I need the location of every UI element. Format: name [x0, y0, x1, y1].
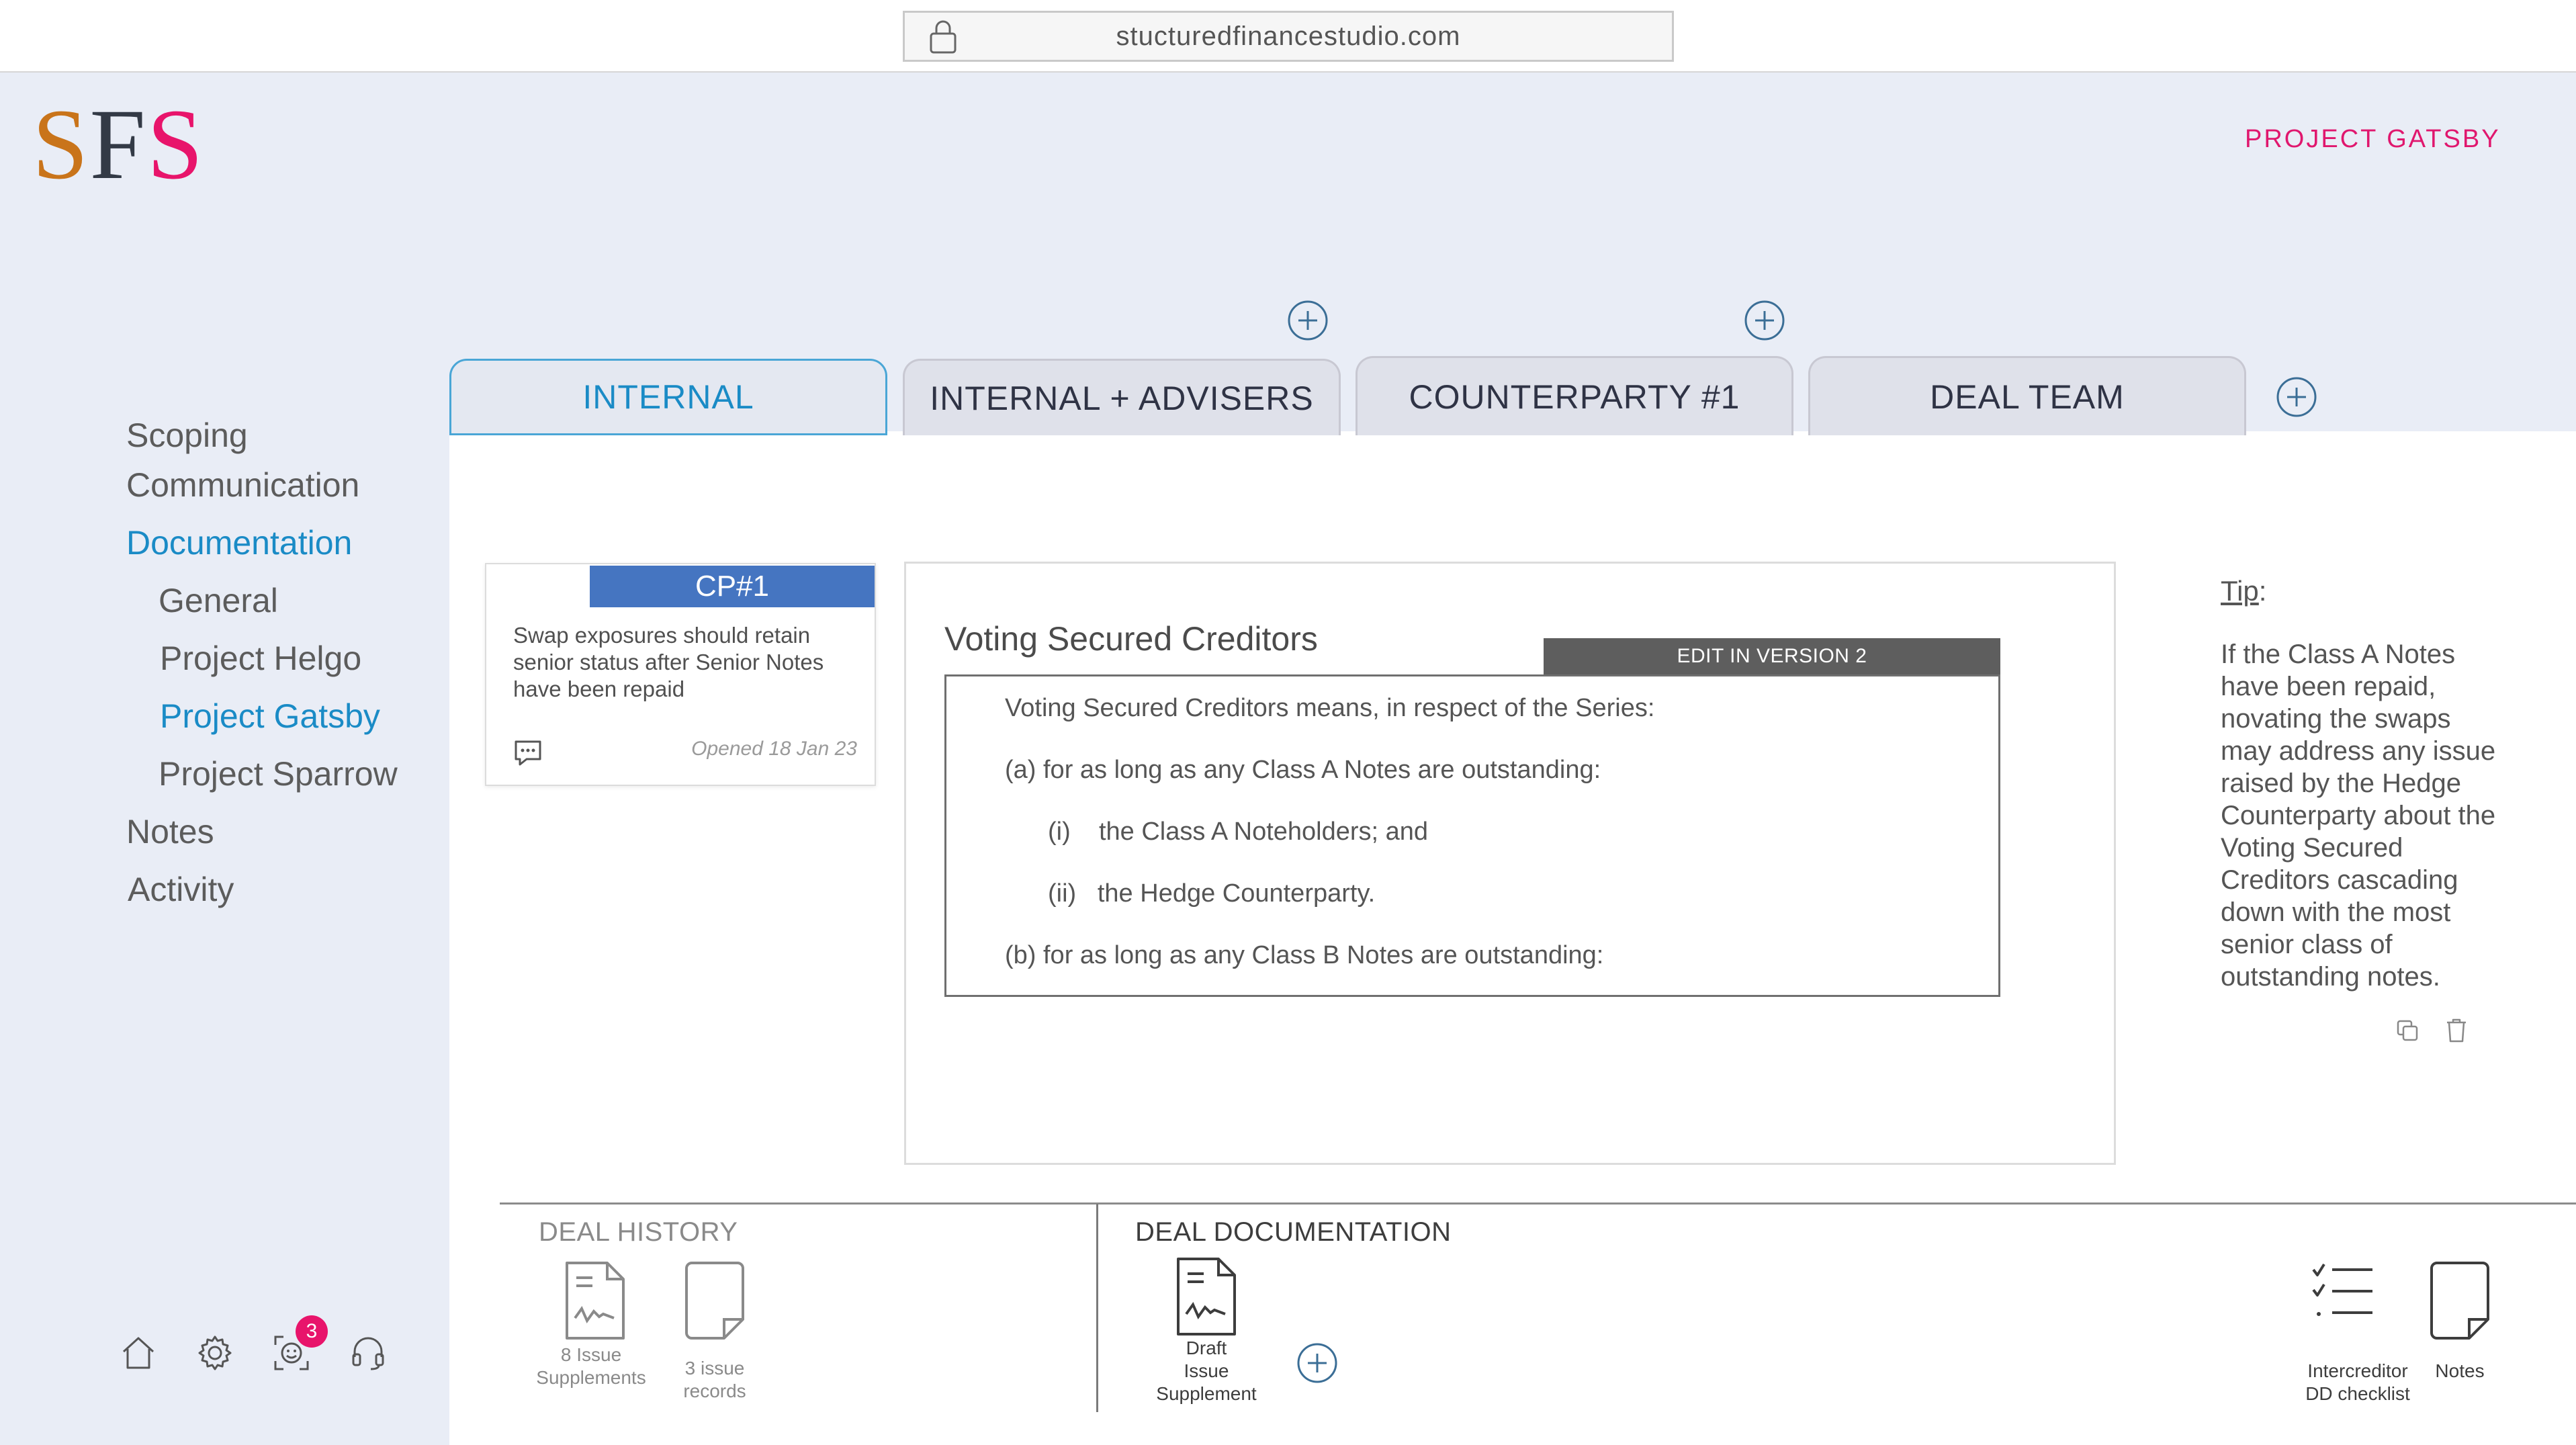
- clause-line: (b) for as long as any Class B Notes are outstanding:: [1005, 941, 1604, 969]
- blank-document-icon[interactable]: [2428, 1260, 2492, 1341]
- add-tab-button[interactable]: [2276, 376, 2317, 418]
- caption-line: 3 issue: [684, 1358, 745, 1378]
- sidebar-item-project-gatsby[interactable]: Project Gatsby: [160, 697, 380, 735]
- logo-letter-f: F: [89, 89, 147, 200]
- sidebar-item-scoping[interactable]: Scoping: [126, 417, 248, 454]
- bottom-section-divider: [1096, 1204, 1098, 1412]
- add-between-tabs-button-2[interactable]: [1744, 300, 1785, 341]
- checklist-icon[interactable]: [2311, 1260, 2375, 1341]
- deal-history-heading: DEAL HISTORY: [539, 1217, 738, 1247]
- sidebar-item-activity[interactable]: Activity: [128, 871, 234, 908]
- edit-version-badge[interactable]: EDIT IN VERSION 2: [1544, 638, 2000, 674]
- deal-history-supplements-caption: [517, 1344, 665, 1389]
- caption-line: Notes: [2435, 1360, 2485, 1381]
- logo-letter-s-second: S: [146, 89, 205, 200]
- caption-line: Supplements: [536, 1367, 646, 1388]
- caption-line: 8 Issue: [560, 1344, 622, 1365]
- notes-caption: [2414, 1360, 2505, 1383]
- copy-icon[interactable]: [2395, 1018, 2419, 1043]
- cp-tag: CP#1: [590, 566, 875, 607]
- lock-icon: [928, 19, 958, 54]
- draft-issue-supplement-caption: [1132, 1337, 1280, 1405]
- cp-opened-date: Opened 18 Jan 23: [691, 738, 857, 760]
- cp-description: Swap exposures should retain senior status after Senior Notes have been repaid: [513, 623, 824, 701]
- caption-line: Issue: [1184, 1360, 1229, 1381]
- sidebar-item-project-helgo[interactable]: Project Helgo: [160, 640, 362, 677]
- comment-icon[interactable]: [513, 738, 543, 767]
- home-icon[interactable]: [120, 1334, 157, 1372]
- tab-internal-advisers[interactable]: INTERNAL + ADVISERS: [903, 359, 1341, 435]
- caption-line: Supplement: [1156, 1383, 1257, 1404]
- gear-icon[interactable]: [196, 1334, 234, 1372]
- tip-heading-colon: :: [2258, 575, 2267, 607]
- caption-line: records: [683, 1381, 746, 1401]
- sidebar-item-project-sparrow[interactable]: Project Sparrow: [159, 755, 398, 793]
- headset-icon[interactable]: [349, 1334, 387, 1372]
- document-signature-icon[interactable]: [1174, 1256, 1239, 1337]
- add-document-button[interactable]: [1296, 1342, 1338, 1384]
- url-bar[interactable]: [903, 11, 1674, 62]
- deal-history-records-caption: [661, 1357, 768, 1403]
- trash-icon[interactable]: [2445, 1017, 2468, 1044]
- sidebar-item-notes[interactable]: Notes: [126, 813, 214, 850]
- tip-heading: [2221, 575, 2266, 607]
- tab-internal[interactable]: INTERNAL: [449, 359, 887, 435]
- document-title: Voting Secured Creditors: [944, 620, 1318, 658]
- sidebar-item-communication[interactable]: Communication: [126, 466, 360, 504]
- clause-line: Voting Secured Creditors means, in respect of the Series:: [1005, 694, 1655, 722]
- caption-line: Intercreditor: [2307, 1360, 2408, 1381]
- blank-document-icon[interactable]: [682, 1260, 747, 1341]
- project-label: PROJECT GATSBY: [2245, 125, 2501, 153]
- tab-deal-team[interactable]: DEAL TEAM: [1808, 356, 2246, 435]
- sidebar-item-general[interactable]: General: [159, 582, 278, 619]
- logo[interactable]: [32, 89, 205, 200]
- intercreditor-checklist-caption: [2284, 1360, 2432, 1405]
- caption-line: Draft: [1186, 1338, 1227, 1358]
- sidebar-item-documentation[interactable]: Documentation: [126, 524, 353, 562]
- url-text: stucturedfinancestudio.com: [1116, 21, 1461, 51]
- document-signature-icon[interactable]: [563, 1260, 627, 1341]
- add-between-tabs-button[interactable]: [1287, 300, 1329, 341]
- deal-documentation-heading: DEAL DOCUMENTATION: [1135, 1217, 1452, 1247]
- bottom-divider: [500, 1202, 2576, 1205]
- clause-line: (ii) the Hedge Counterparty.: [1048, 879, 1376, 908]
- tab-counterparty-1[interactable]: COUNTERPARTY #1: [1356, 356, 1793, 435]
- caption-line: DD checklist: [2305, 1383, 2410, 1404]
- notification-badge: 3: [296, 1315, 328, 1348]
- logo-letter-s: S: [32, 89, 90, 200]
- clause-line: (i) the Class A Noteholders; and: [1048, 818, 1429, 846]
- clause-line: (a) for as long as any Class A Notes are outstanding:: [1005, 756, 1601, 784]
- tip-body: If the Class A Notes have been repaid, novating the swaps may address any issue raised by the Hedge Counterparty about the Voting Secured Creditors cascading down with the most senior class of outstanding notes.: [2221, 640, 2496, 992]
- tip-heading-text: Tip: [2221, 575, 2259, 607]
